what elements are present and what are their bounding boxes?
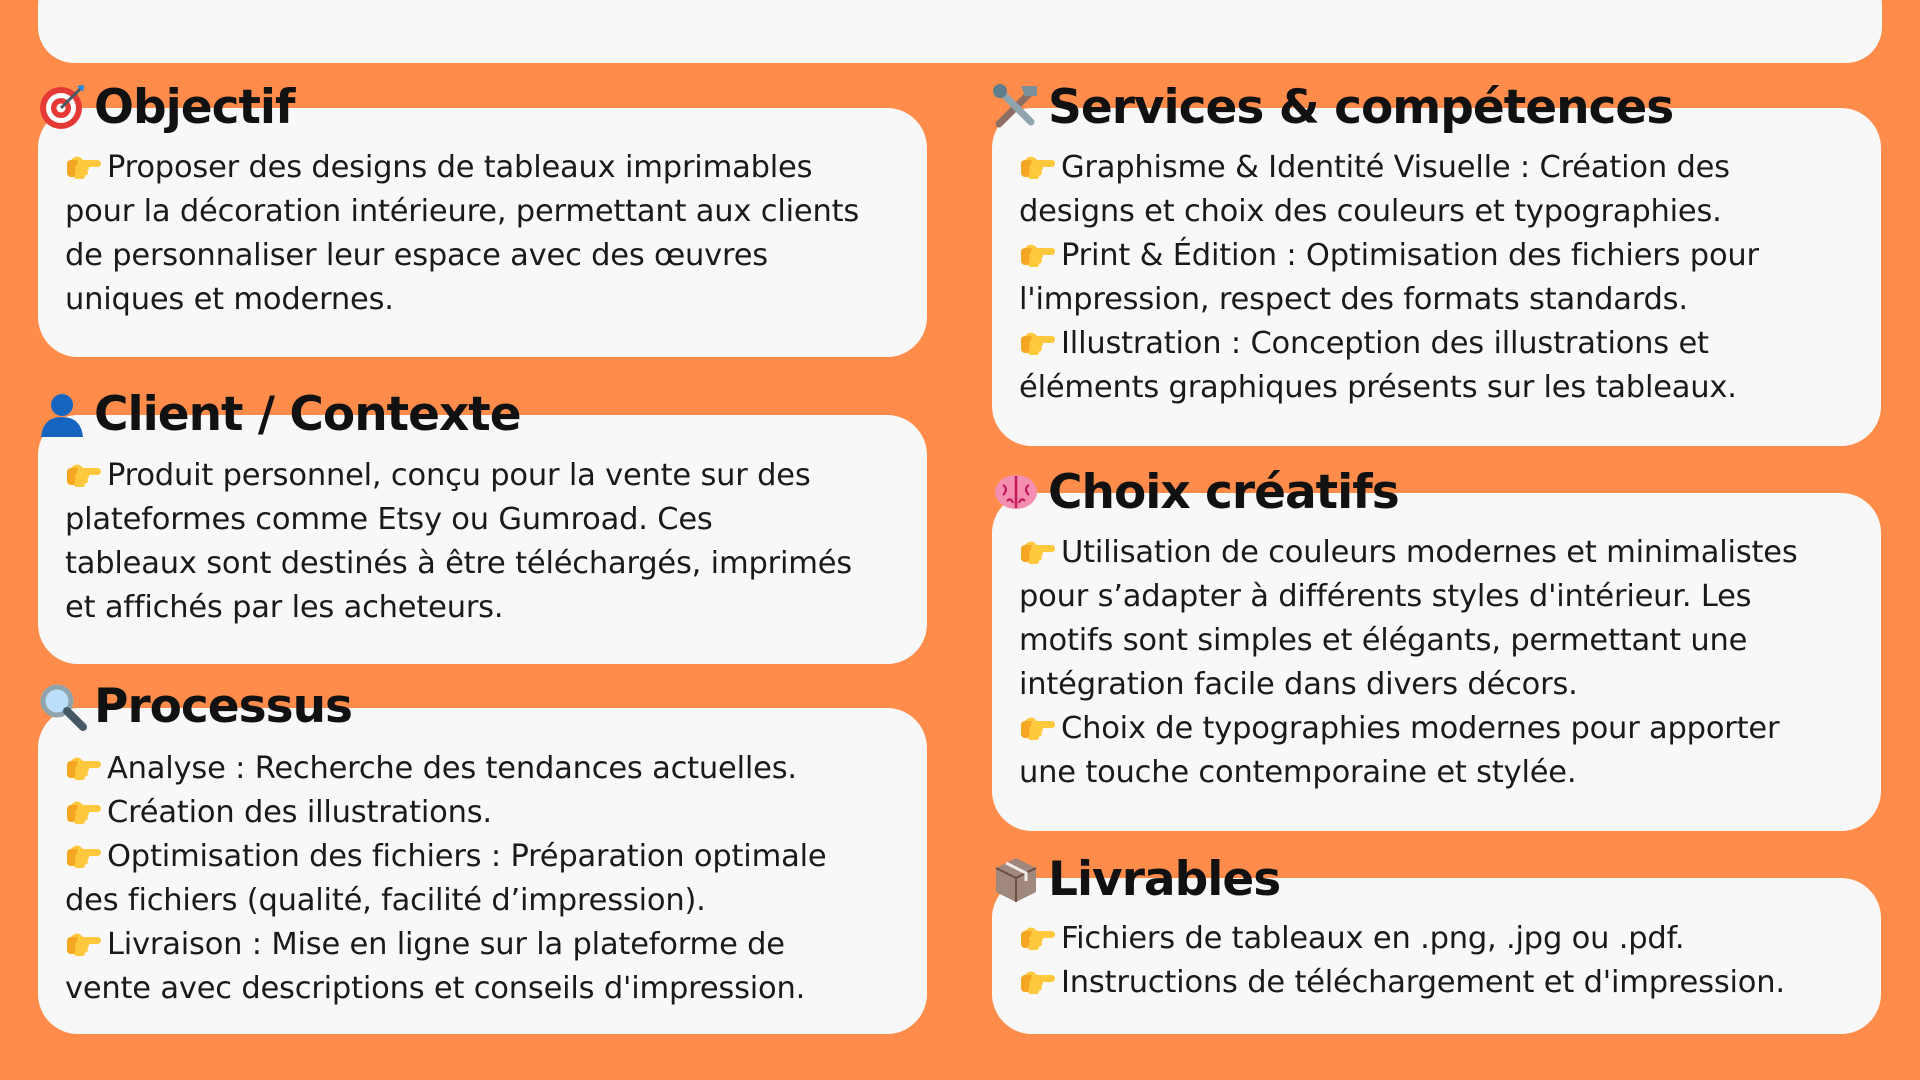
person-icon <box>36 388 88 440</box>
pointing-hand-icon <box>1019 966 1057 996</box>
services-text <box>1019 146 1759 410</box>
objectif-title: Objectif <box>36 81 294 133</box>
text-line: de personnaliser leur espace avec des œuvres <box>65 238 768 273</box>
text-line: Print & Édition : Optimisation des fichiers pour <box>1019 234 1759 278</box>
pointing-hand-icon <box>1019 327 1057 357</box>
text-line: éléments graphiques présents sur les tableaux. <box>1019 370 1737 405</box>
text-line: des fichiers (qualité, facilité d’impression). <box>65 883 706 918</box>
objectif-text <box>65 146 859 322</box>
header-card <box>38 0 1882 63</box>
pointing-hand-icon <box>65 840 103 870</box>
magnifier-icon <box>36 680 88 732</box>
text-line: pour la décoration intérieure, permettant aux clients <box>65 194 860 229</box>
pointing-hand-icon <box>65 752 103 782</box>
text-line: Optimisation des fichiers : Préparation optimale <box>65 835 826 879</box>
pointing-hand-icon <box>1019 151 1057 181</box>
text-line: intégration facile dans divers décors. <box>1019 667 1578 702</box>
text-line: Graphisme & Identité Visuelle : Création des <box>1019 146 1759 190</box>
livrables-text <box>1019 917 1785 1005</box>
text-line: Fichiers de tableaux en .png, .jpg ou .pdf. <box>1019 917 1785 961</box>
client-title: Client / Contexte <box>36 388 521 440</box>
text-line: Analyse : Recherche des tendances actuelles. <box>65 747 826 791</box>
text-line: Illustration : Conception des illustrations et <box>1019 322 1759 366</box>
pointing-hand-icon <box>65 151 103 181</box>
text-line: Livraison : Mise en ligne sur la plateforme de <box>65 923 826 967</box>
target-icon <box>36 81 88 133</box>
text-line: motifs sont simples et élégants, permettant une <box>1019 623 1748 658</box>
text-line: plateformes comme Etsy ou Gumroad. Ces <box>65 502 713 537</box>
text-line: vente avec descriptions et conseils d'impression. <box>65 971 806 1006</box>
processus-text <box>65 747 826 1011</box>
choix-title: Choix créatifs <box>990 466 1399 518</box>
livrables-title: Livrables <box>990 853 1280 905</box>
text-line: tableaux sont destinés à être téléchargés, imprimés <box>65 546 852 581</box>
text-line: uniques et modernes. <box>65 282 394 317</box>
brain-icon <box>990 466 1042 518</box>
pointing-hand-icon <box>1019 536 1057 566</box>
text-line: l'impression, respect des formats standards. <box>1019 282 1688 317</box>
text-line: Création des illustrations. <box>65 791 826 835</box>
text-line: Produit personnel, conçu pour la vente sur des <box>65 454 852 498</box>
services-title: Services & compétences <box>990 81 1673 133</box>
text-line: designs et choix des couleurs et typographies. <box>1019 194 1722 229</box>
text-line: Instructions de téléchargement et d'impression. <box>1019 961 1785 1005</box>
text-line: Proposer des designs de tableaux imprimables <box>65 146 859 190</box>
text-line: une touche contemporaine et stylée. <box>1019 755 1577 790</box>
pointing-hand-icon <box>65 796 103 826</box>
client-text <box>65 454 852 630</box>
text-line: Utilisation de couleurs modernes et minimalistes <box>1019 531 1798 575</box>
pointing-hand-icon <box>65 928 103 958</box>
choix-text <box>1019 531 1798 795</box>
tools-icon <box>990 81 1042 133</box>
pointing-hand-icon <box>1019 712 1057 742</box>
text-line: pour s’adapter à différents styles d'intérieur. Les <box>1019 579 1752 614</box>
text-line: et affichés par les acheteurs. <box>65 590 504 625</box>
pointing-hand-icon <box>1019 239 1057 269</box>
pointing-hand-icon <box>65 459 103 489</box>
pointing-hand-icon <box>1019 922 1057 952</box>
package-icon <box>990 853 1042 905</box>
processus-title: Processus <box>36 680 352 732</box>
text-line: Choix de typographies modernes pour apporter <box>1019 707 1798 751</box>
